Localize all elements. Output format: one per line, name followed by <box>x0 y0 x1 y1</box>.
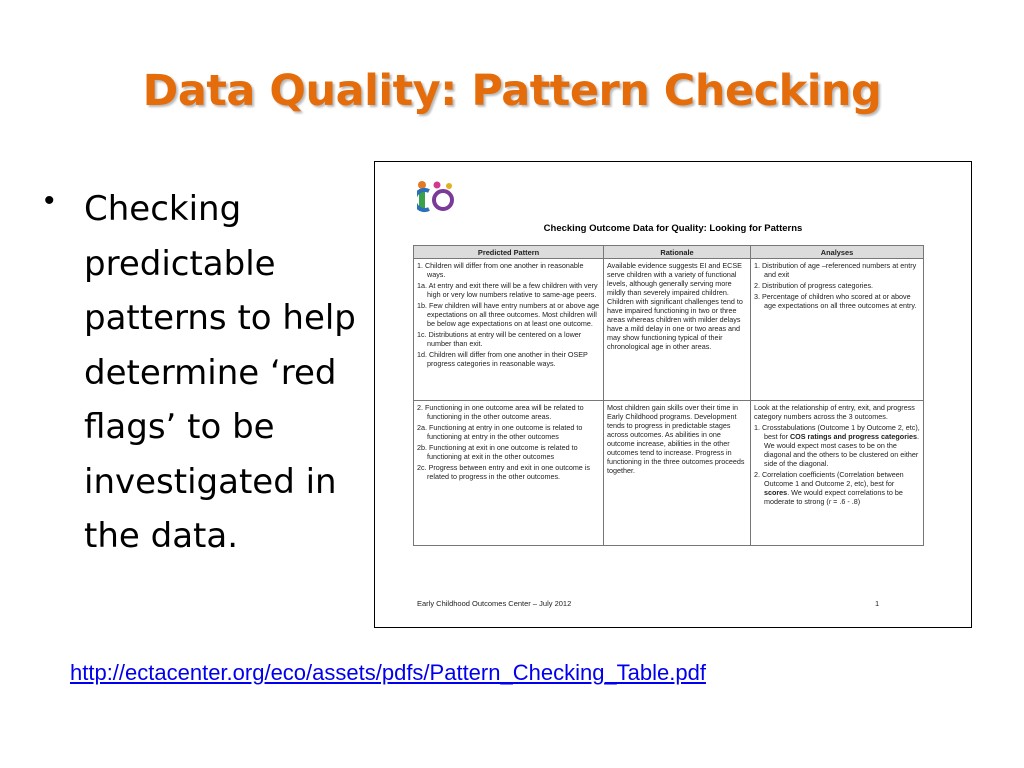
analyses-text: . We would expect correlations to be moderate to strong ( <box>764 488 903 506</box>
document-footer: Early Childhood Outcomes Center – July 2012 <box>417 599 572 608</box>
analyses-text: 2. Correlation coefficients (Correlation between Outcome 1 and Outcome 2, etc), best for <box>754 470 904 488</box>
analyses-cell <box>751 259 924 401</box>
analyses-text: 1. Crosstabulations (Outcome 1 by Outcome 2, etc), best for <box>754 423 920 441</box>
pattern-cell <box>414 259 604 401</box>
rationale-text: Available evidence suggests EI and ECSE serve children with a variety of functional levels, although generally serving more mildly than severely impaired children. Children with significant challenges tend to have impaired functioning in two or three areas whereas children with milder delays have a mild delay in one or two areas and may show functioning typical of their chronological age in other areas. <box>607 261 743 351</box>
analyses-cell <box>751 401 924 546</box>
pattern-item: 2. Functioning in one outcome area will be related to functioning in the other outcome areas. <box>417 403 584 421</box>
analyses-item: 2. Distribution of progress categories. <box>754 281 874 290</box>
rationale-cell <box>604 401 751 546</box>
analyses-italic: r <box>828 497 832 506</box>
analyses-emphasis: scores <box>764 488 788 497</box>
slide-title: Data Quality: Pattern Checking <box>142 66 882 116</box>
document-title: Checking Outcome Data for Quality: Looking for Patterns <box>543 223 803 234</box>
table-row <box>414 401 924 546</box>
pattern-item: 2a. Functioning at entry in one outcome is related to functioning at entry in the other outcomes <box>417 423 583 441</box>
source-link[interactable]: http://ectacenter.org/eco/assets/pdfs/Pattern_Checking_Table.pdf <box>70 660 706 685</box>
analyses-text: = .6 - .8) <box>831 497 861 506</box>
bullet-marker: • <box>44 184 55 217</box>
document-page-number: 1 <box>875 599 880 608</box>
rationale-cell <box>604 259 751 401</box>
pattern-item: 1a. At entry and exit there will be a few children with very high or very low numbers relative to same-age peers. <box>417 281 598 299</box>
bullet-text: Checking predictable patterns to help determine ‘red flags’ to be investigated in the data. <box>84 189 356 556</box>
analyses-item <box>754 423 920 468</box>
table-header-row <box>414 246 924 259</box>
pattern-item: 2c. Progress between entry and exit in one outcome is related to progress in the other outcomes. <box>417 463 590 481</box>
analyses-item: 1. Distribution of age –referenced numbers at entry and exit <box>754 261 917 279</box>
column-header-rationale: Rationale <box>604 246 751 259</box>
rationale-text: Most children gain skills over their time in Early Childhood programs. Development tends to progress in predictable stages across outcomes. As abilities in one outcome increase, abilities in the other outcomes tend to increase. Progress in functioning in the three outcomes proceeds together. <box>607 403 745 475</box>
table-row <box>414 259 924 401</box>
eco-logo-icon <box>417 179 457 215</box>
pattern-item: 2b. Functioning at exit in one outcome is related to functioning at exit in the other outcomes <box>417 443 578 461</box>
analyses-item: 3. Percentage of children who scored at or above age expectations on all three outcomes at entry. <box>754 292 917 310</box>
pattern-item: 1b. Few children will have entry numbers at or above age expectations on all three outcomes. Most children will be below age expectations on at least one outcome. <box>417 301 600 328</box>
document-image <box>374 161 972 628</box>
pattern-item: 1c. Distributions at entry will be centered on a lower number than exit. <box>417 330 582 348</box>
column-header-analyses: Analyses <box>751 246 924 259</box>
column-header-pattern: Predicted Pattern <box>414 246 604 259</box>
pattern-item: 1. Children will differ from one another in reasonable ways. <box>417 261 584 279</box>
pattern-item: 1d. Children will differ from one another in their OSEP progress categories in reasonable ways. <box>417 350 588 368</box>
analyses-text: . We would expect most cases to be on the diagonal and the others to be clustered on either side of the diagonal. <box>764 432 919 468</box>
pattern-table <box>413 245 924 546</box>
analyses-item <box>754 470 920 506</box>
analyses-emphasis: COS ratings and progress categories <box>789 432 917 441</box>
analyses-intro: Look at the relationship of entry, exit, and progress category numbers across the 3 outcomes. <box>754 403 915 421</box>
pattern-cell <box>414 401 604 546</box>
